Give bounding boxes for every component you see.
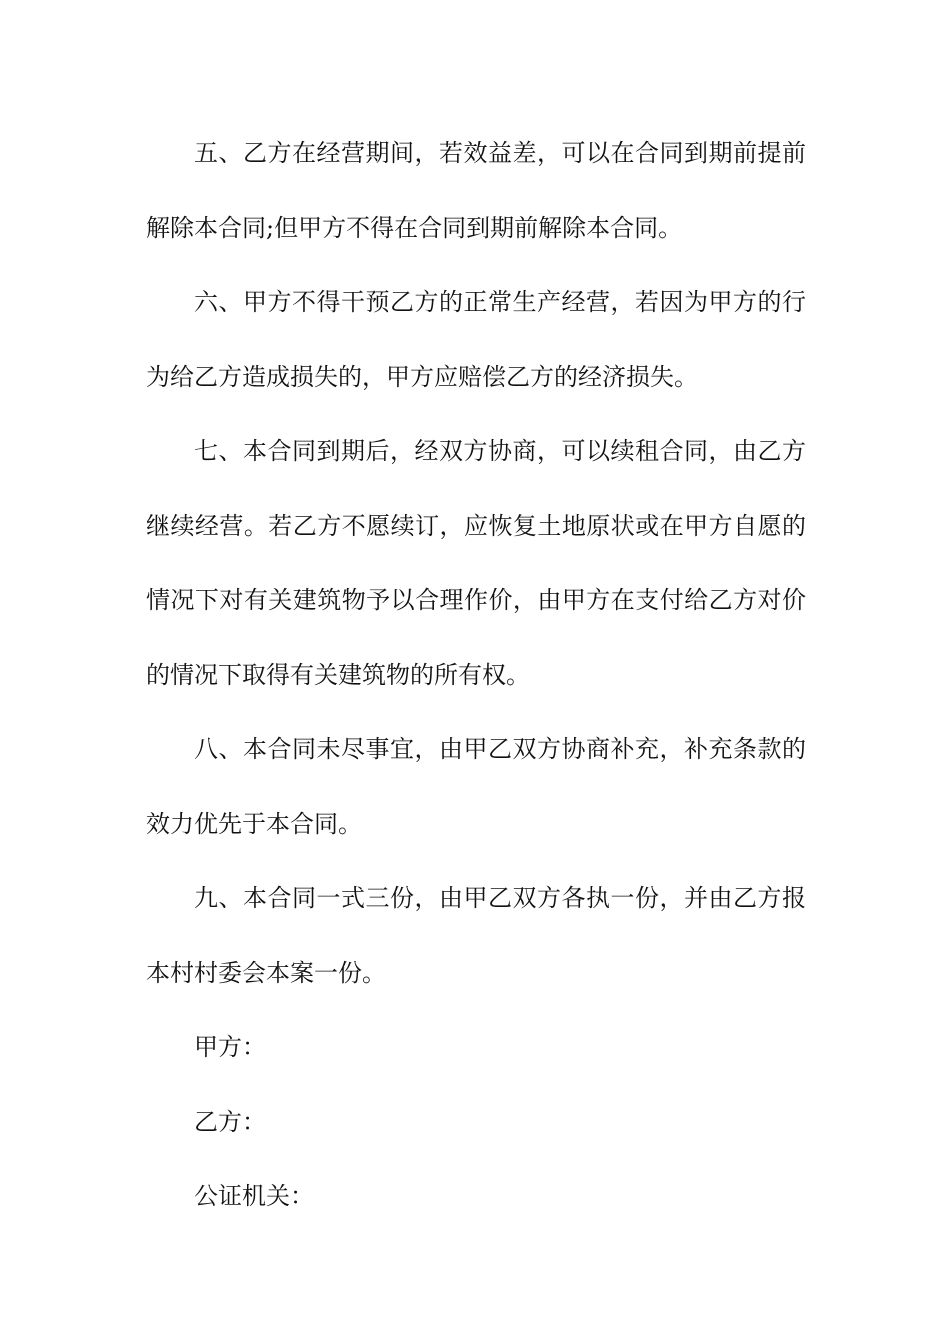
clause-5-line-2: 解除本合同;但甲方不得在合同到期前解除本合同。 <box>146 213 683 242</box>
clause-7-line-3: 情况下对有关建筑物予以合理作价，由甲方在支付给乙方对价 <box>146 586 806 614</box>
clause-5-line-1: 五、乙方在经营期间，若效益差，可以在合同到期前提前 <box>194 139 806 167</box>
clause-7-line-4: 的情况下取得有关建筑物的所有权。 <box>146 660 530 689</box>
signature-block <box>146 1010 806 1234</box>
party-a-label: 甲方： <box>194 1033 266 1061</box>
clause-7 <box>146 414 806 712</box>
clause-8 <box>146 712 806 861</box>
clause-7-line-2: 继续经营。若乙方不愿续订，应恢复土地原状或在甲方自愿的 <box>146 511 806 540</box>
clause-8-line-2: 效力优先于本合同。 <box>146 809 362 838</box>
clause-6 <box>146 265 806 414</box>
clause-8-line-1: 八、本合同未尽事宜，由甲乙双方协商补充，补充条款的 <box>194 735 806 763</box>
clause-6-line-1: 六、甲方不得干预乙方的正常生产经营，若因为甲方的行 <box>194 288 806 316</box>
clause-6-line-2: 为给乙方造成损失的，甲方应赔偿乙方的经济损失。 <box>146 362 698 391</box>
clause-9-line-1: 九、本合同一式三份，由甲乙双方各执一份，并由乙方报 <box>194 884 806 912</box>
clause-9-line-2: 本村村委会本案一份。 <box>146 958 386 987</box>
contract-body <box>146 116 806 1234</box>
notary-label: 公证机关： <box>194 1182 314 1210</box>
party-b-label: 乙方： <box>194 1107 266 1136</box>
clause-7-line-1: 七、本合同到期后，经双方协商，可以续租合同，由乙方 <box>194 437 806 465</box>
clause-5 <box>146 116 806 265</box>
clause-9 <box>146 861 806 1010</box>
